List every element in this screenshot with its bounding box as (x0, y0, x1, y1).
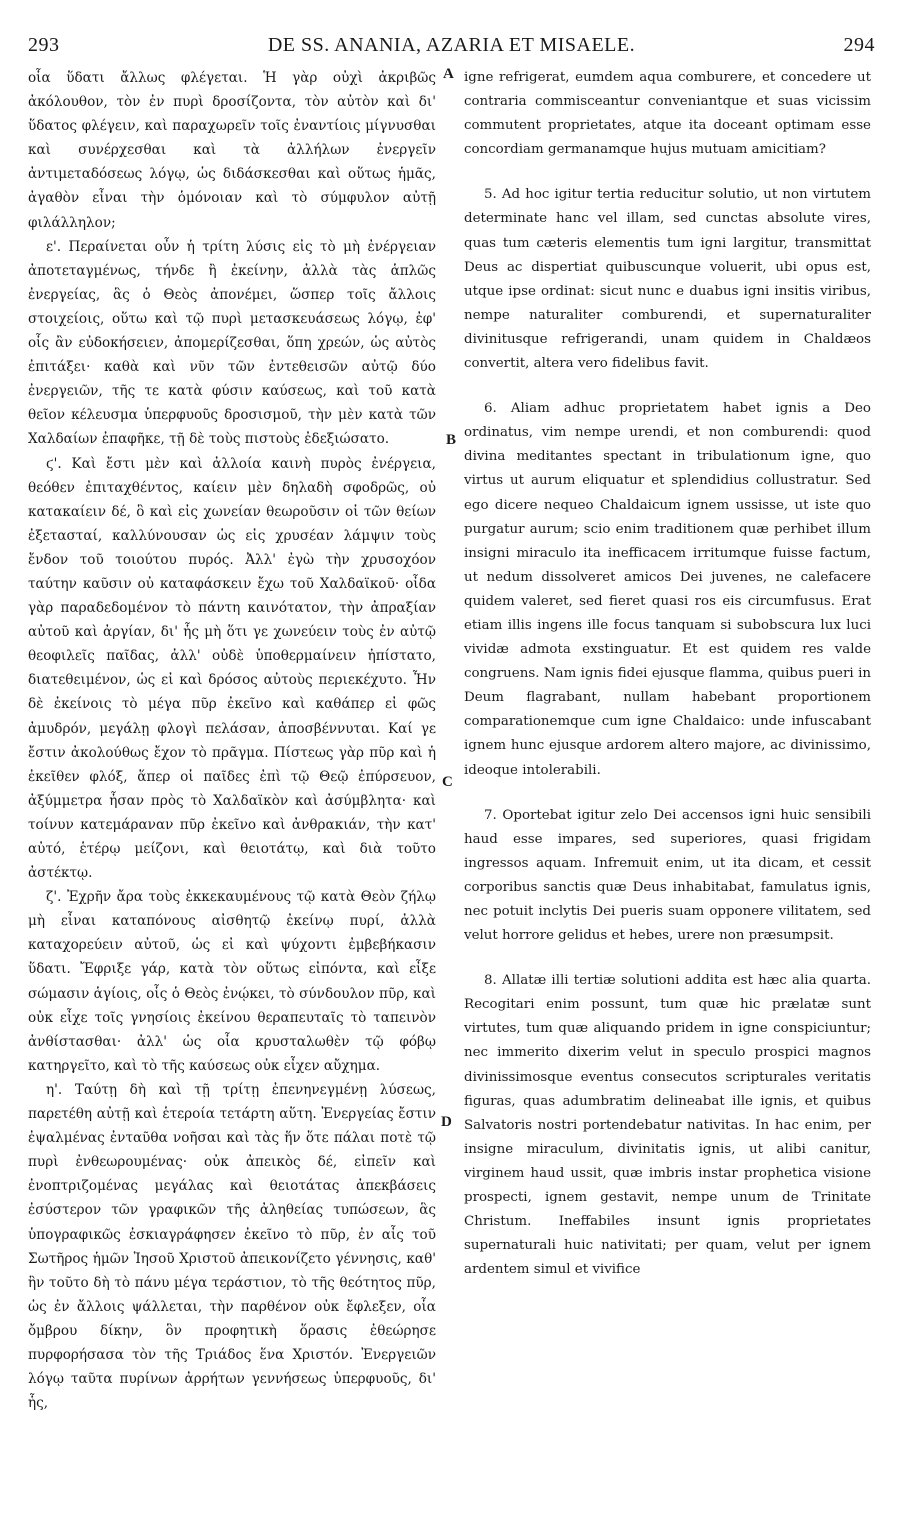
greek-column (28, 66, 436, 1480)
margin-marker-b: B (446, 432, 457, 448)
latin-paragraph: 7. Oportebat igitur zelo Dei accensos igni huic sensibili haud esse impares, sed superiores, quasi frigidam ingressos aquam. Infremuit enim, ut ita dicam, et cessit corporibus sanctis quæ Deus inhabitabat, famulatus ignis, nec potuit inclytis Dei pueris suam opponere vilitatem, sed velut horrore gelidus et hebes, urere non præsumpsit. (464, 807, 871, 944)
running-title: DE SS. ANANIA, AZARIA ET MISAELE. (267, 34, 636, 56)
page-number-right: 294 (843, 34, 875, 56)
latin-column (464, 66, 871, 1480)
latin-paragraph: 6. Aliam adhuc proprietatem habet ignis a Deo ordinatus, vim nempe urendi, et non comburendi: quod divina meditantes spectant in tribulationum igne, quo virtus ut aurum eliquatur et splendidius collustratur. Sed ego dicere nequeo Chaldaicum ignem ussisse, ut iste quo purgatur aurum; scio enim traditionem quæ perhibet illum insigni miraculo ita inefficacem irritumque fuisse factum, ut nedum dissolveret amicos Dei juvenes, ne calefacere quidem valeret, sed fieret quasi ros eis circumfusus. Erat etiam illis ingens ille focus tanquam si subobscura lux luci vividæ admota exstinguatur. Et est quidem res valde congruens. Nam ignis fidei ejusque flamma, quibus pueri in Deum flagrabant, nullam habebant proportionem comparationemque cum igne Chaldaico: unde infuscabant ignem hunc ejusque ardorem altero majore, ac divinissimo, ideoque intolerabili. (464, 401, 871, 778)
latin-paragraph: 8. Allatæ illi tertiæ solutioni addita est hæc alia quarta. Recogitari enim possunt, tum quæ hic prælatæ sunt virtutes, tum quæ aliquando pridem in igne conspiciuntur; nec immerito dixerim velut in speculo prospici magnos divinissimosque eventus consecutos scripturales veritatis figuras, quas adumbratim delineabat ille ignis, et quibus Salvatoris nostri portendebatur nativitas. In hac enim, per insigne miraculum, divinitatis ignis, ut alibi canitur, virginem haud ussit, quæ imbris instar prophetica visione prospecti, ignem gestavit, nempe unum de Trinitate Christum. Ineffabiles insunt ignis proprietates supernaturali huic nativitati; per quam, velut per ignem ardentem simul et vivifice (464, 973, 871, 1278)
greek-paragraph: ζ'. Ἐχρῆν ἄρα τοὺς ἐκκεκαυμένους τῷ κατὰ Θεὸν ζήλῳ μὴ εἶναι καταπόνους αἰσθητῷ ἐκείνῳ πυρί, ἀλλὰ καταχορεύειν αὐτοῦ, ὡς εἰ καὶ ψύχοντι ἐμβεβήκασιν ὕδατι. Ἔφριξε γάρ, κατὰ τὸν οὕτως εἰπόντα, καὶ εἶξε σώμασιν ἁγίοις, οἷς ὁ Θεὸς ἐνῴκει, τὸ σύνδουλον πῦρ, καὶ οὐκ εἶχε τοῖς γνησίοις ἐκείνου θεραπευταῖς τὸ ταπεινὸν ἀνθίστασθαι· ἀλλ' ὡς οἷα κρυσταλωθὲν τῷ φόβῳ κατηργεῖτο, καὶ τὸ τῆς καύσεως οὐκ εἶχεν αὔχημα. (28, 889, 436, 1074)
margin-marker-c: C (442, 774, 453, 790)
page-number-left: 293 (28, 34, 60, 56)
greek-paragraph: η'. Ταύτῃ δὴ καὶ τῇ τρίτῃ ἐπενηνεγμένῃ λύσεως, παρετέθη αὐτῇ καὶ ἑτεροία τετάρτη αὕτη. Ἐνεργείας ἔστιν ἐψαλμένας ἐνταῦθα νοῆσαι καὶ τὰς ἥν ὅτε πάλαι ποτὲ τῷ πυρὶ ἐνθεωρουμένας· οὐκ ἀπεικὸς δέ, εἰπεῖν καὶ ἐνοπτριζομένας μεγάλας καὶ θειοτάτας ἀπεκβάσεις ἐσύστερον τῶν γραφικῶν τῆς ἀληθείας τυπώσεων, ἃς ὑπογραφικῶς ἐσκιαγράφησεν ἐκεῖνο τὸ πῦρ, ἐν αἷς τοῦ Σωτῆρος ἡμῶν Ἰησοῦ Χριστοῦ ἀπεικονίζετο γέννησις, καθ' ἣν τοῦτο δὴ τὸ πάνυ μέγα τεράστιον, τὸ τῆς θεότητος πῦρ, ὡς ἐν ἄλλοις ψάλλεται, τὴν παρθένον οὐκ ἔφλεξεν, οἷα ὄμβρου δίκην, ὃν προφητικὴ ὅρασις ἐθεώρησε πυρφορήσασα τὸν τῆς Τριάδος ἕνα Χριστόν. Ἐνεργειῶν λόγῳ ταῦτα πυρίνων ἀρρήτων γεννήσεως ὑπερφυοῦς, δι' ἧς, (28, 1081, 436, 1412)
greek-paragraph: οἷα ὕδατι ἄλλως φλέγεται. Ἡ γὰρ οὐχὶ ἀκριβῶς ἀκόλουθον, τὸν ἐν πυρὶ δροσίζοντα, τὸν αὐτὸν καὶ δι' ὕδατος φλέγειν, καὶ παραχωρεῖν τοῖς ἐναντίοις μίγνυσθαι καὶ συνέρχεσθαι καὶ τὰ ἀλλήλων ἐνεργεῖν ἀντιμεταδόσεως λόγῳ, ὡς διδάσκεσθαι καὶ οὕτως ἡμᾶς, ἀγαθὸν εἶναι τὴν ὁμόνοιαν καὶ τὸ σύμφυλον αὐτῇ φιλάλληλον; (28, 70, 436, 231)
greek-paragraph: ϛ'. Καὶ ἔστι μὲν καὶ ἀλλοία καινὴ πυρὸς ἐνέργεια, θεόθεν ἐπιταχθέντος, καίειν μὲν δηλαδὴ σφοδρῶς, οὐ κατακαίειν δέ, ὃ καὶ εἰς χωνείαν θεωροῦσιν οἱ τῶν θείων ἐξετασταί, καλλύνουσαν ὡς εἰς χρυσέαν λάμψιν τοὺς ἔνδον τοῦ τοιούτου πυρός. Ἀλλ' ἐγὼ τὴν χρυσοχόον ταύτην καῦσιν οὐ καταφάσκειν ἔχω τοῦ Χαλδαϊκοῦ· οἶδα γὰρ παραδεδομένον τὸ πάντη καινότατον, τὴν ἀπραξίαν αὐτοῦ καὶ ἀργίαν, δι' ἧς μὴ ὅτι γε χωνεύειν τοὺς ἐν αὐτῷ θεοφιλεῖς παῖδας, ἀλλ' οὐδὲ ὑποθερμαίνειν ἠπίστατο, διατεθειμένον, ὡς εἰ καὶ δρόσος αὐτοὺς περιεκέχυτο. Ἦν δὲ ἐκείνοις τὸ μέγα πῦρ ἐκεῖνο καὶ καθάπερ εἰ φῶς ἀμυδρόν, μεγάλῃ φλογὶ πελάσαν, ἀποσβέννυται. Καί γε ἔστιν ἀκολούθως ἔχον τὸ πρᾶγμα. Πίστεως γὰρ πῦρ καὶ ἡ ἐκεῖθεν φλόξ, ἅπερ οἱ παῖδες ἐπὶ τῷ Θεῷ ἐπύρσευον, ἀξύμμετρα ἦσαν πρὸς τὸ Χαλδαϊκὸν καὶ ἀσύμβλητα· καὶ τοίνυν κατεμάραναν πῦρ ἐκεῖνο καὶ ἀνθρακιάν, τὴν κατ' αὐτό, ἑτέρῳ μείζονι, καὶ θειοτάτῳ, καὶ διὰ τοῦτο ἀστέκτῳ. (28, 455, 436, 882)
latin-paragraph: igne refrigerat, eumdem aqua comburere, et concedere ut contraria commisceantur conveniantque et suas vicissim commutent proprietates, atque ita doceant optimam esse concordiam germanamque hujus mutuam amicitiam? (464, 70, 871, 158)
latin-paragraph: 5. Ad hoc igitur tertia reducitur solutio, ut non virtutem determinate hanc vel illam, sed cunctas absolute vires, quas tum cæteris elementis tum igni largitur, transmittat Deus ac dispertiat quibuscunque voluerit, ubi opus est, utque ipse ordinat: sicut nunc e duabus igni insitis viribus, nempe naturaliter comburendi, et supernaturaliter divinitusque refrigerandi, unam quidem in Chaldæos convertit, altera vero fidelibus favit. (464, 187, 871, 372)
greek-paragraph: ε'. Περαίνεται οὖν ἡ τρίτη λύσις εἰς τὸ μὴ ἐνέργειαν ἀποτεταγμένως, τήνδε ἢ ἐκείνην, ἀλλὰ τὰς ἁπλῶς ἐνεργείας, ἃς ὁ Θεὸς ἀπονέμει, ὥσπερ τοῖς ἄλλοις στοιχείοις, οὕτω καὶ τῷ πυρὶ μετασκευάσεως λόγῳ, ἐφ' οἷς ἂν εὐδοκήσειεν, ἀπομερίζεσθαι, ὅπη χρεών, ὡς αὐτὸς ἐπιτάξει· καθὰ καὶ νῦν τῶν ἐντεθεισῶν αὐτῷ δύο ἐνεργειῶν, τῆς τε κατὰ φύσιν καύσεως, καὶ τοῦ κατὰ θεῖον κέλευσμα ὑπερφυοῦς δροσισμοῦ, τὴν μὲν κατὰ τῶν Χαλδαίων ἐπαφῆκε, τῇ δὲ τοὺς πιστοὺς ἐδεξιώσατο. (28, 238, 436, 448)
margin-marker-d: D (441, 1114, 452, 1130)
margin-marker-a: A (443, 66, 454, 82)
page-header (28, 34, 875, 64)
